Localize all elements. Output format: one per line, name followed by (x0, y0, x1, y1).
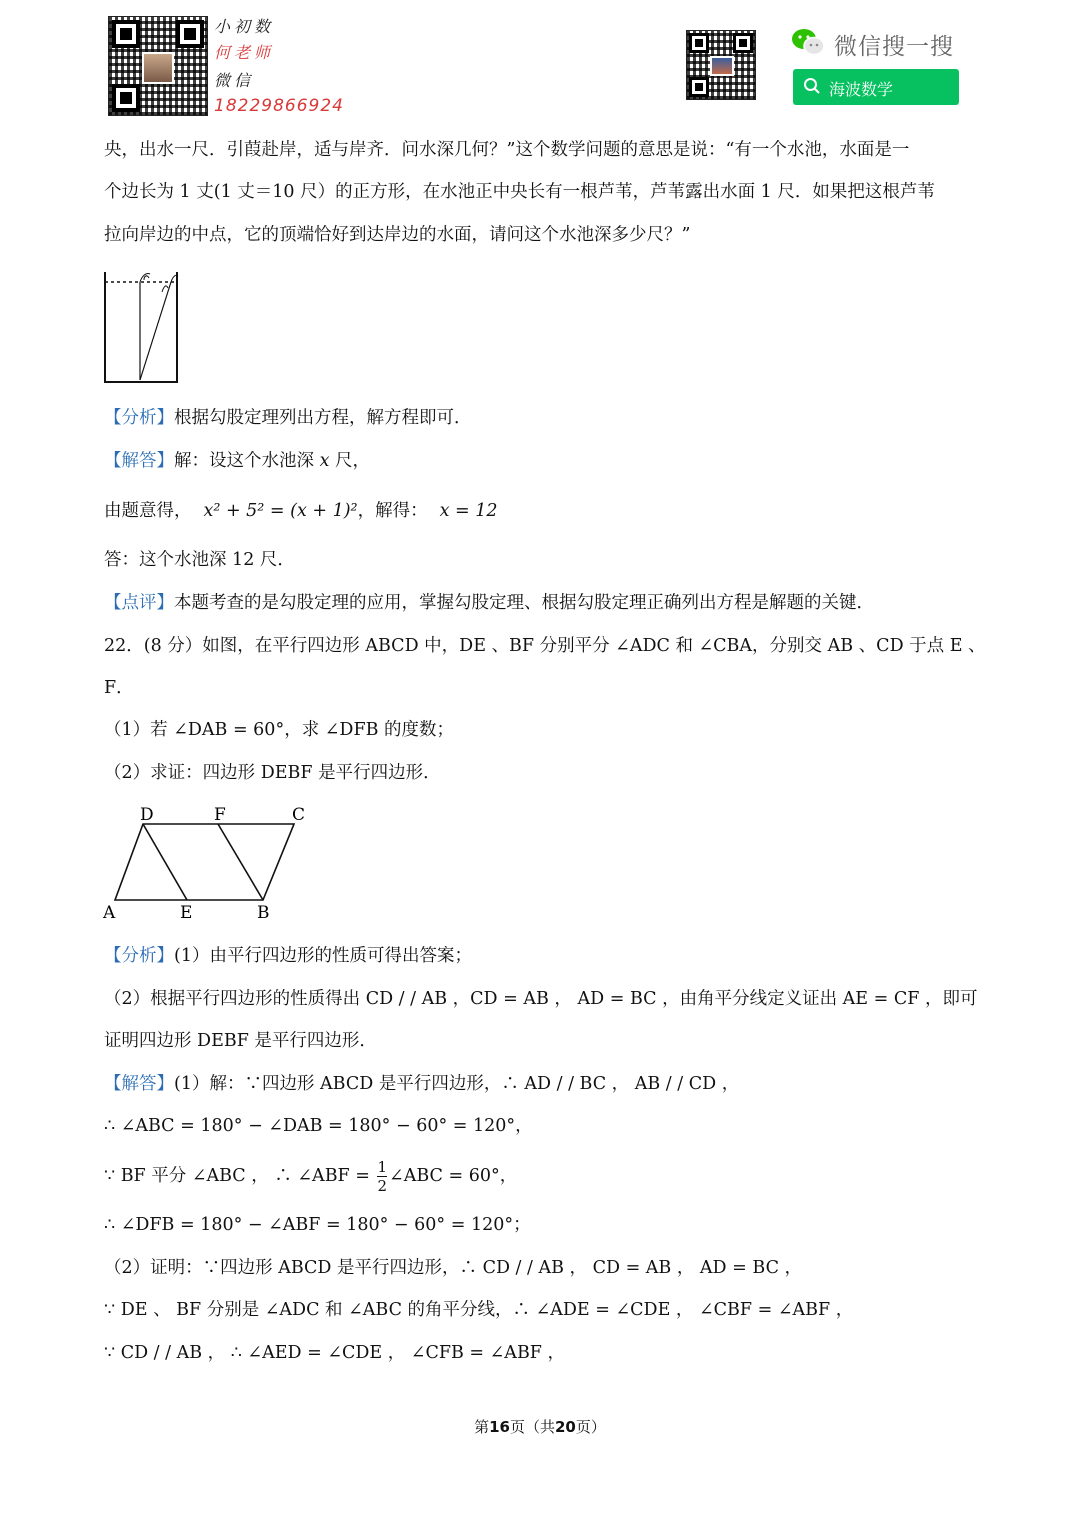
label-C: C (292, 805, 306, 825)
label-A: A (103, 903, 116, 923)
parallelogram-figure (100, 800, 320, 925)
handwriting-line-1: 小初数 (214, 17, 275, 36)
question-22-part-1: （1）若 ∠DAB = 60°，求 ∠DFB 的度数； (104, 720, 455, 740)
comment-tag: 【点评】 (104, 593, 174, 613)
equation-solution: x = 12 (439, 501, 498, 521)
analysis-tag: 【分析】 (104, 408, 174, 428)
equation-line (104, 499, 984, 523)
problem-line-3: 拉向岸边的中点，它的顶端恰好到达岸边的水面，请问这个水池深多少尺？” (104, 225, 691, 245)
solution-2-line-1 (104, 1072, 984, 1096)
fraction-one-half (377, 1158, 387, 1195)
comment-1 (104, 591, 984, 615)
footer-mid: 页（共 (509, 1418, 555, 1436)
label-E: E (180, 903, 193, 923)
solution-var: x (319, 451, 330, 471)
footer-post: 页） (575, 1418, 606, 1436)
analysis-1 (104, 406, 984, 430)
wechat-search-button[interactable] (793, 69, 959, 105)
pond-reed-figure (100, 268, 184, 386)
analysis-text: 根据勾股定理列出方程，解方程即可． (174, 408, 472, 428)
search-label: 海波数学 (829, 80, 894, 99)
solution-text-a: 解：设这个水池深 (174, 451, 320, 471)
analysis-2-line-3: 证明四边形 DEBF 是平行四边形． (104, 1031, 377, 1051)
wechat-search-title: 微信搜一搜 (834, 34, 954, 60)
solution-2-text: (1）解：∵四边形 ABCD 是平行四边形，∴ AD / / BC ， AB / / CD ， (174, 1074, 740, 1094)
wechat-logo-icon (790, 27, 826, 57)
problem-line-1: 央，出水一尺．引葭赴岸，适与岸齐．问水深几何？”这个数学问题的意思是说：“有一个水池，水面是一 (104, 140, 910, 160)
question-22-line-2: F． (104, 678, 134, 698)
solution-2-line-3 (104, 1158, 984, 1195)
page-footer (0, 1416, 1080, 1437)
solution-text-b: 尺， (329, 451, 371, 471)
footer-total: 20 (555, 1418, 576, 1436)
solution-1 (104, 449, 984, 473)
equation-mid: ，解得： (357, 501, 428, 521)
label-D: D (140, 805, 154, 825)
solution-2-line-3a: ∵ BF 平分 ∠ABC ， ∴ ∠ABF = (104, 1166, 376, 1186)
solution-2-line-2: ∴ ∠ABC = 180° − ∠DAB = 180° − 60° = 120°， (104, 1116, 533, 1136)
handwriting-line-3: 微信 (214, 71, 255, 90)
label-F: F (214, 805, 226, 825)
footer-pre: 第 (474, 1418, 490, 1436)
solution-tag: 【解答】 (104, 451, 174, 471)
comment-text: 本题考查的是勾股定理的应用，掌握勾股定理、根据勾股定理正确列出方程是解题的关键． (174, 593, 874, 613)
search-icon (803, 77, 821, 95)
equation-prefix: 由题意得， (104, 501, 192, 521)
question-22-part-2: （2）求证：四边形 DEBF 是平行四边形． (104, 763, 441, 783)
analysis-2 (104, 944, 984, 968)
handwriting-phone: 18229866924 (214, 96, 344, 116)
avatar (142, 52, 174, 84)
solution-2-line-7: ∵ CD / / AB ， ∴ ∠AED = ∠CDE ， ∠CFB = ∠ABF ， (104, 1343, 566, 1363)
handwriting-line-2: 何老师 (214, 43, 275, 62)
footer-page: 16 (489, 1418, 510, 1436)
analysis-2-line-2: （2）根据平行四边形的性质得出 CD / / AB ，CD = AB ， AD = BC ，由角平分线定义证出 AE = CF ，即可 (104, 989, 978, 1009)
solution-2-line-5: （2）证明：∵四边形 ABCD 是平行四边形，∴ CD / / AB ， CD = AB ， AD = BC ， (104, 1258, 803, 1278)
solution-2-line-3b: ∠ABC = 60°， (389, 1166, 518, 1186)
analysis-2-tag: 【分析】 (104, 946, 174, 966)
analysis-2-text: (1）由平行四边形的性质可得出答案； (174, 946, 472, 966)
solution-2-line-4: ∴ ∠DFB = 180° − ∠ABF = 180° − 60° = 120°； (104, 1215, 531, 1235)
solution-2-tag: 【解答】 (104, 1074, 174, 1094)
solution-2-line-6: ∵ DE 、 BF 分别是 ∠ADC 和 ∠ABC 的角平分线，∴ ∠ADE = ∠CDE ， ∠CBF = ∠ABF ， (104, 1300, 854, 1320)
fraction-denominator: 2 (377, 1177, 388, 1195)
answer-line: 答：这个水池深 12 尺． (104, 550, 295, 570)
fraction-numerator: 1 (377, 1158, 388, 1176)
problem-line-2: 个边长为 1 丈(1 丈＝10 尺）的正方形，在水池正中央长有一根芦苇，芦苇露出水面 1 尺．如果把这根芦苇 (104, 182, 935, 202)
label-B: B (257, 903, 270, 923)
equation-main: x² + 5² = (x + 1)² (203, 501, 358, 521)
question-22-line-1: 22．(8 分）如图，在平行四边形 ABCD 中，DE 、BF 分别平分 ∠ADC 和 ∠CBA，分别交 AB 、CD 于点 E 、 (104, 636, 986, 656)
qr-badge-icon (710, 56, 734, 76)
